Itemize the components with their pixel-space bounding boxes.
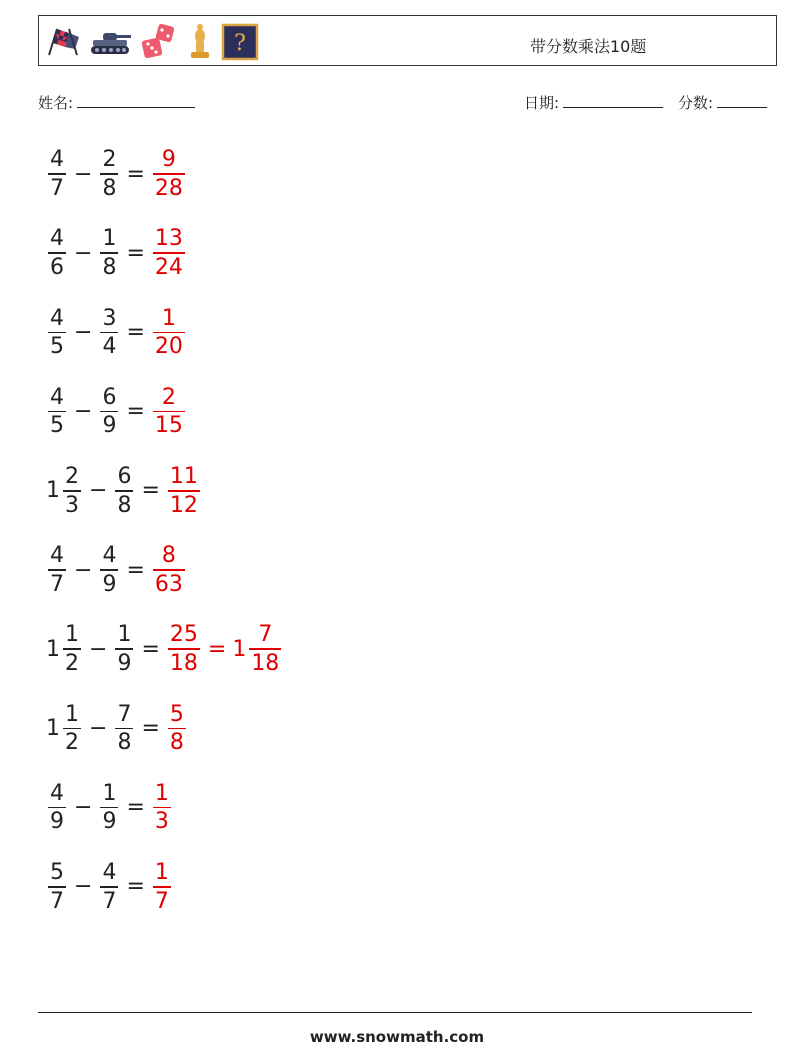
second-numerator: 2 (102, 147, 117, 173)
first-numerator: 5 (50, 860, 64, 886)
problem-row (46, 617, 283, 681)
first-numerator: 1 (65, 701, 79, 727)
answer-denominator: 18 (169, 650, 198, 676)
name-blank[interactable] (77, 93, 195, 108)
footer-divider (38, 1012, 752, 1013)
answer-numerator: 25 (169, 622, 198, 648)
checkered-flags-icon (43, 25, 83, 59)
second-denominator: 9 (102, 413, 117, 439)
first-denominator: 2 (65, 650, 79, 676)
first-numerator: 4 (50, 147, 64, 173)
answer-fraction (153, 146, 185, 202)
first-denominator: 3 (65, 492, 79, 518)
answer-denominator: 7 (154, 888, 169, 914)
mixed-answer-fraction (249, 621, 281, 677)
second-denominator: 4 (102, 334, 117, 360)
second-fraction (115, 701, 133, 757)
equals-sign: = (126, 557, 145, 583)
second-fraction (115, 463, 133, 519)
problem-row (46, 696, 188, 760)
second-numerator: 1 (102, 780, 117, 806)
mixed-equals-sign: = (207, 636, 227, 662)
first-fraction (48, 542, 66, 598)
answer-fraction (153, 780, 171, 836)
answer-denominator: 63 (154, 571, 183, 597)
answer-denominator: 24 (154, 254, 183, 280)
first-denominator: 9 (50, 809, 64, 835)
mystery-box-icon (221, 23, 259, 61)
second-denominator: 8 (102, 254, 117, 280)
second-denominator: 8 (102, 175, 117, 201)
first-numerator: 2 (65, 464, 79, 490)
second-numerator: 3 (102, 305, 117, 331)
equals-sign: = (141, 715, 160, 741)
first-whole-number: 1 (46, 636, 60, 662)
first-numerator: 4 (50, 384, 64, 410)
first-fraction (48, 859, 66, 915)
answer-numerator: 8 (161, 543, 176, 569)
minus-operator: − (74, 399, 93, 425)
answer-fraction (153, 859, 171, 915)
answer-numerator: 5 (169, 701, 184, 727)
answer-fraction (153, 225, 185, 281)
first-denominator: 2 (65, 730, 79, 756)
minus-operator: − (89, 715, 108, 741)
first-denominator: 7 (50, 175, 64, 201)
dice-icon (139, 23, 179, 61)
minus-operator: − (74, 795, 93, 821)
second-numerator: 1 (102, 226, 117, 252)
second-numerator: 4 (102, 860, 117, 886)
second-fraction (100, 225, 118, 281)
first-numerator: 4 (50, 543, 64, 569)
problem-row (46, 776, 173, 840)
second-denominator: 8 (117, 730, 132, 756)
answer-numerator: 9 (161, 147, 176, 173)
second-fraction (100, 384, 118, 440)
answer-denominator: 12 (169, 492, 198, 518)
second-fraction (100, 305, 118, 361)
minus-operator: − (89, 636, 108, 662)
name-field (38, 92, 195, 113)
first-denominator: 7 (50, 571, 64, 597)
minus-operator: − (74, 161, 93, 187)
second-fraction (100, 780, 118, 836)
second-denominator: 9 (102, 571, 117, 597)
answer-numerator: 13 (154, 226, 183, 252)
name-label: 姓名: (38, 94, 74, 112)
answer-denominator: 8 (169, 730, 184, 756)
answer-denominator: 3 (154, 809, 169, 835)
second-denominator: 9 (102, 809, 117, 835)
problem-row (46, 142, 187, 206)
minus-operator: − (74, 319, 93, 345)
first-fraction (63, 621, 81, 677)
first-denominator: 6 (50, 254, 64, 280)
first-numerator: 4 (50, 305, 64, 331)
answer-numerator: 1 (154, 780, 169, 806)
date-label: 日期: (524, 94, 560, 112)
second-numerator: 1 (117, 622, 132, 648)
second-fraction (100, 542, 118, 598)
first-numerator: 1 (65, 622, 79, 648)
equals-sign: = (126, 240, 145, 266)
second-fraction (100, 859, 118, 915)
answer-fraction (168, 463, 200, 519)
answer-fraction (153, 305, 185, 361)
answer-denominator: 20 (154, 334, 183, 360)
first-fraction (48, 780, 66, 836)
first-numerator: 4 (50, 780, 64, 806)
problem-row (46, 538, 187, 602)
minus-operator: − (74, 874, 93, 900)
first-denominator: 5 (50, 413, 64, 439)
problem-row (46, 855, 173, 919)
equals-sign: = (141, 478, 160, 504)
mixed-whole-number: 1 (232, 636, 247, 662)
first-fraction (48, 384, 66, 440)
svg-text:?: ? (234, 31, 246, 56)
problem-row (46, 380, 187, 444)
equals-sign: = (126, 795, 145, 821)
score-blank[interactable] (717, 93, 767, 108)
first-fraction (63, 701, 81, 757)
date-field (524, 92, 663, 113)
second-denominator: 8 (117, 492, 132, 518)
score-label: 分数: (678, 94, 714, 112)
problem-row (46, 459, 202, 523)
first-fraction (48, 225, 66, 281)
minus-operator: − (89, 478, 108, 504)
answer-numerator: 1 (161, 305, 176, 331)
first-numerator: 4 (50, 226, 64, 252)
second-fraction (115, 621, 133, 677)
mixed-answer-numerator: 7 (258, 622, 273, 648)
second-numerator: 7 (117, 701, 132, 727)
answer-fraction (168, 701, 186, 757)
first-fraction (63, 463, 81, 519)
date-blank[interactable] (563, 93, 663, 108)
minus-operator: − (74, 557, 93, 583)
header-icons (43, 22, 259, 62)
equals-sign: = (141, 636, 160, 662)
chess-bishop-icon (185, 22, 215, 62)
page-title: 带分数乘法10题 (530, 37, 647, 56)
problem-row (46, 300, 187, 364)
problem-row (46, 221, 187, 285)
mixed-answer-denominator: 18 (251, 650, 280, 676)
header-box (38, 15, 777, 66)
second-numerator: 4 (102, 543, 117, 569)
equals-sign: = (126, 161, 145, 187)
answer-denominator: 15 (154, 413, 183, 439)
answer-fraction (153, 542, 185, 598)
equals-sign: = (126, 874, 145, 900)
answer-numerator: 11 (169, 464, 198, 490)
first-fraction (48, 305, 66, 361)
second-numerator: 6 (102, 384, 117, 410)
second-denominator: 7 (102, 888, 117, 914)
footer-site: www.snowmath.com (309, 1028, 485, 1046)
answer-numerator: 1 (154, 860, 169, 886)
answer-numerator: 2 (161, 384, 176, 410)
first-whole-number: 1 (46, 715, 60, 741)
score-field (678, 92, 767, 113)
equals-sign: = (126, 319, 145, 345)
first-whole-number: 1 (46, 478, 60, 504)
second-numerator: 6 (117, 464, 132, 490)
answer-fraction (153, 384, 185, 440)
second-fraction (100, 146, 118, 202)
minus-operator: − (74, 240, 93, 266)
tank-icon (89, 27, 133, 57)
answer-fraction (168, 621, 200, 677)
first-denominator: 7 (50, 888, 64, 914)
equals-sign: = (126, 399, 145, 425)
answer-denominator: 28 (154, 175, 183, 201)
second-denominator: 9 (117, 650, 132, 676)
first-fraction (48, 146, 66, 202)
first-denominator: 5 (50, 334, 64, 360)
